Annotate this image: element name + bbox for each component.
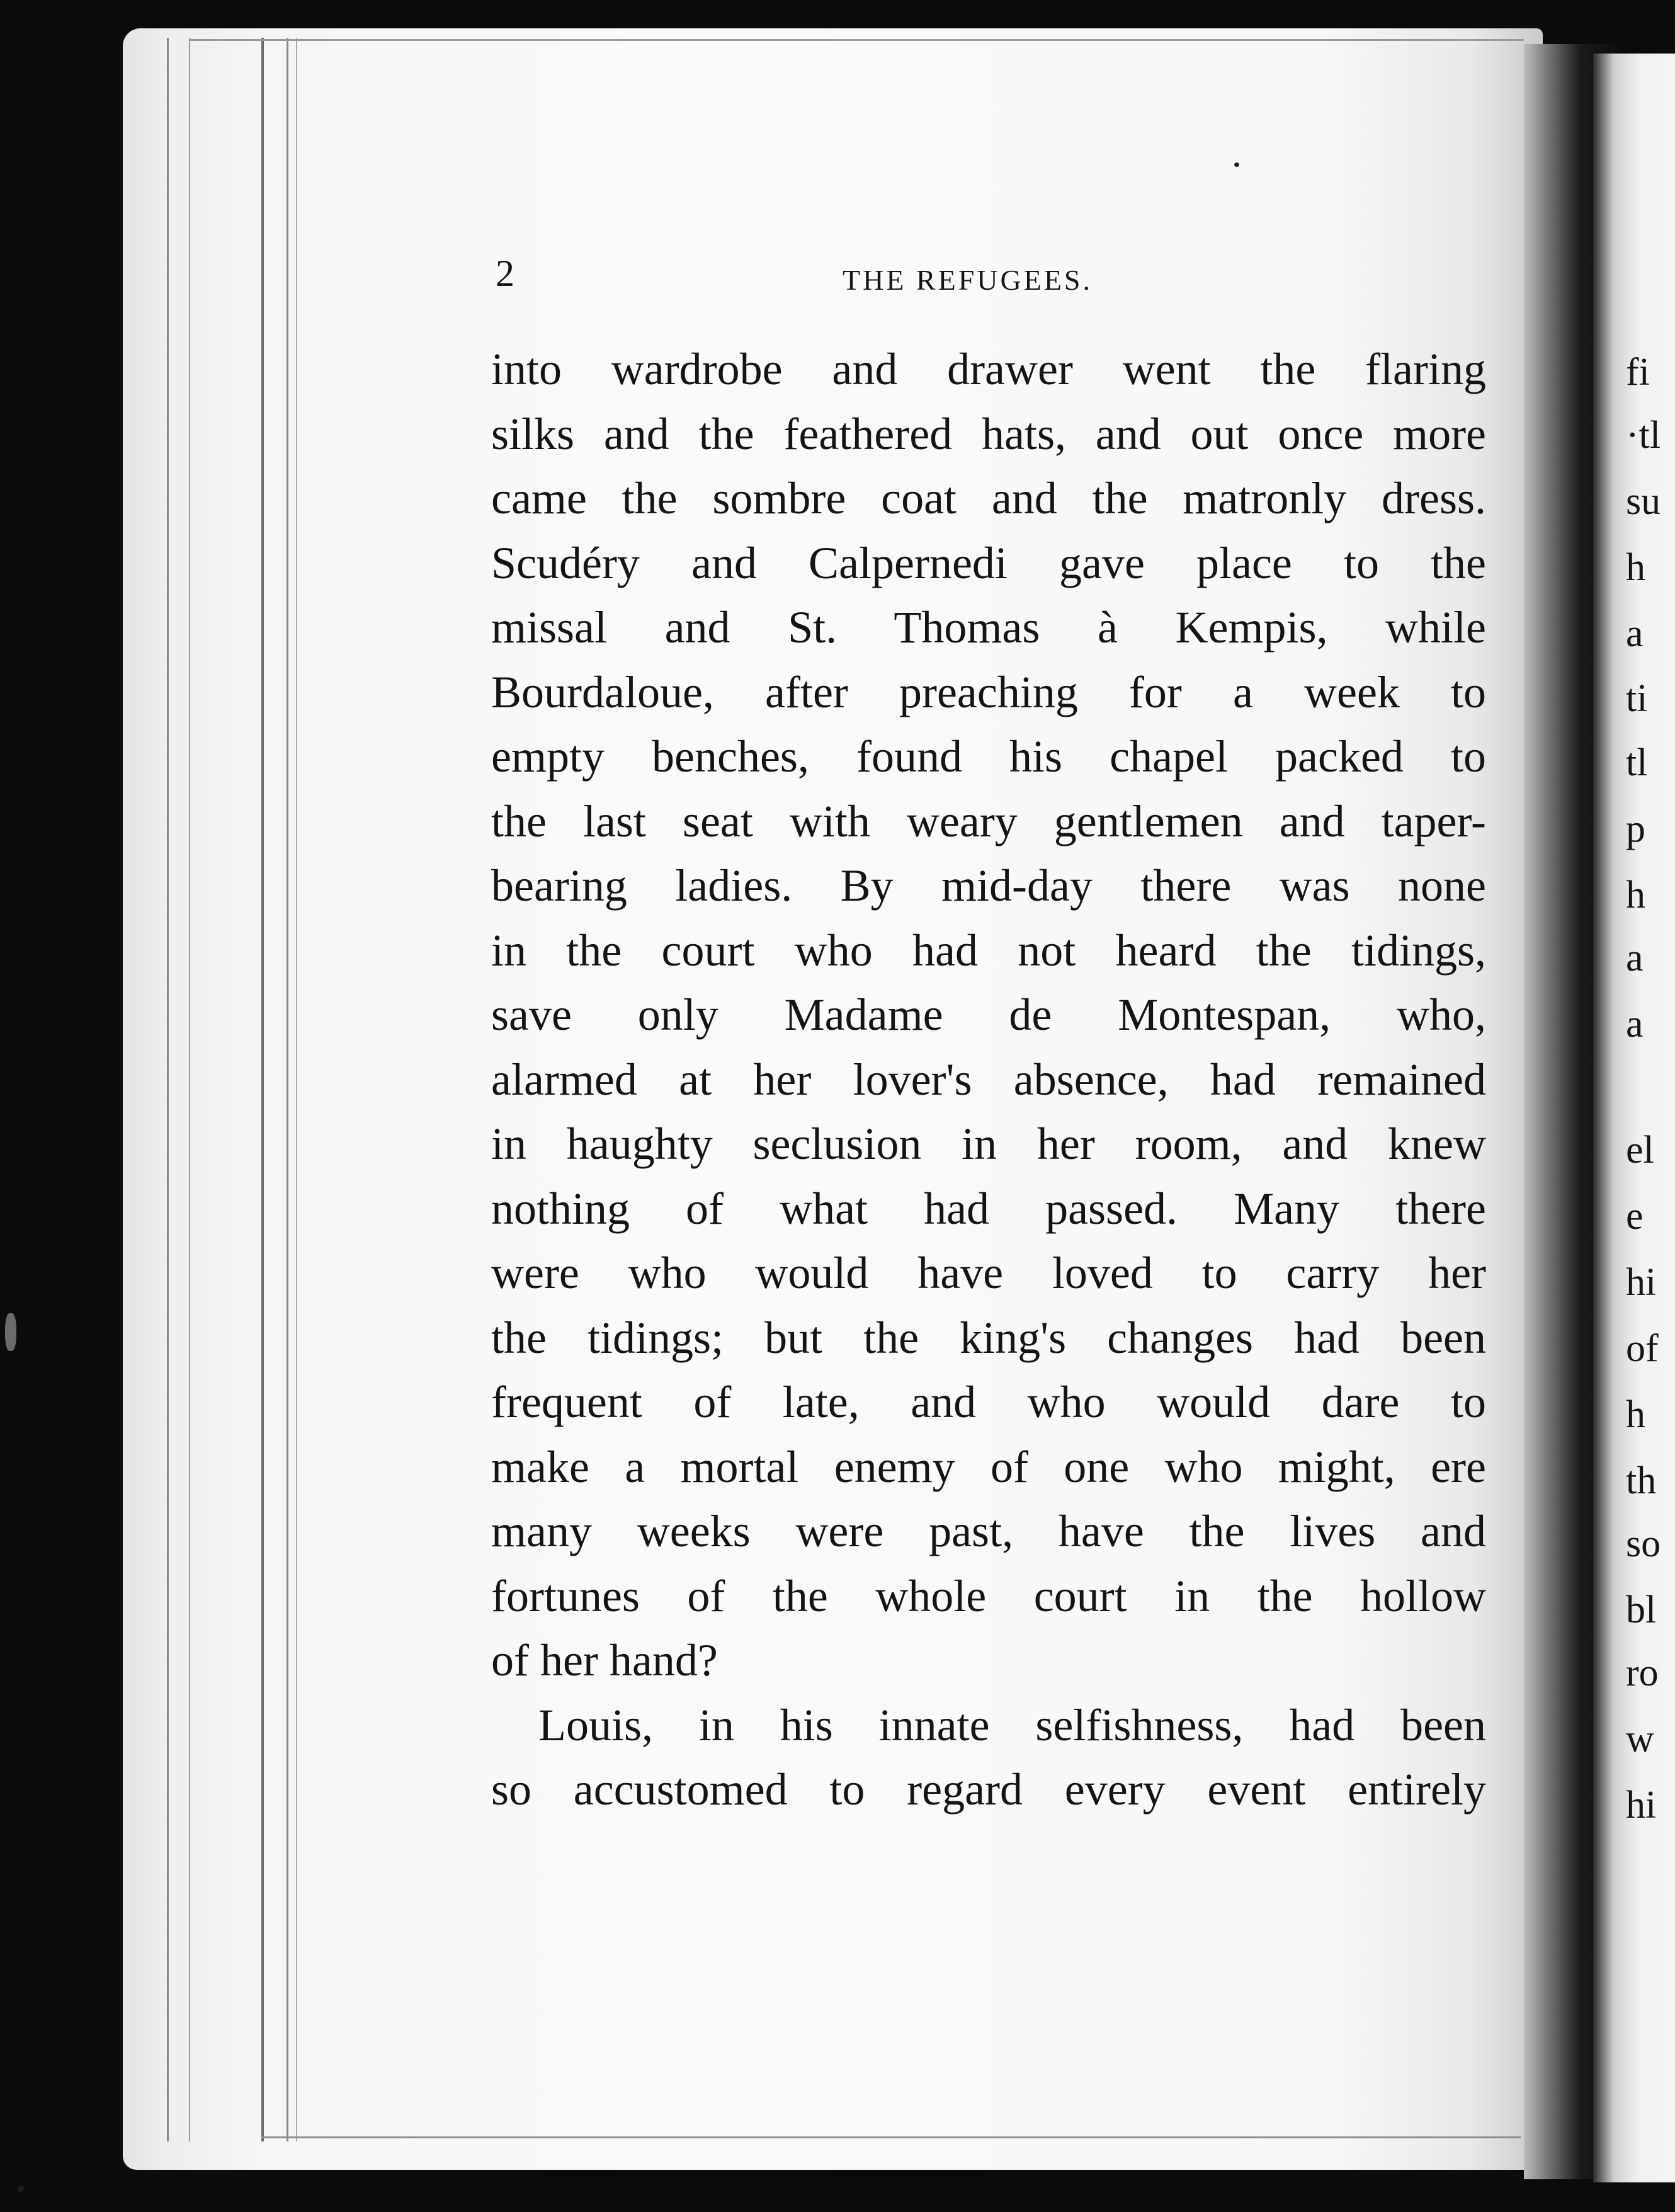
facing-page-fragment: hi (1626, 1261, 1657, 1304)
text-line: make a mortal enemy of one who might, ere (491, 1441, 1486, 1492)
text-line: were who would have loved to carry her (491, 1248, 1486, 1298)
facing-page-fragment: e (1626, 1195, 1644, 1238)
text-line: missal and St. Thomas à Kempis, while (491, 602, 1486, 653)
text-line: the last seat with weary gentlemen and taper- (491, 795, 1486, 847)
text-line: Bourdaloue, after preaching for a week to (491, 666, 1486, 717)
facing-page-fragment: hi (1626, 1784, 1657, 1827)
text-line: in the court who had not heard the tidings, (491, 925, 1486, 976)
facing-page-fragment: el (1626, 1129, 1654, 1172)
text-line: save only Madame de Montespan, who, (491, 989, 1486, 1040)
text-line: in haughty seclusion in her room, and knew (491, 1119, 1486, 1169)
facing-page-fragment: ro (1626, 1651, 1659, 1694)
page-edge-line (167, 38, 169, 2141)
facing-page-fragment: tl (1626, 741, 1648, 784)
facing-page-fragment: a (1626, 612, 1644, 655)
text-line: fortunes of the whole court in the hollow (491, 1570, 1486, 1621)
facing-page-fragment: h (1626, 1393, 1645, 1436)
text-line: the tidings; but the king's changes had been (491, 1312, 1486, 1363)
page-edge-line (287, 38, 288, 2141)
text-line: alarmed at her lover's absence, had remained (491, 1054, 1486, 1105)
scan-speck (18, 2186, 24, 2192)
text-line: came the sombre coat and the matronly dress. (491, 473, 1486, 523)
facing-page-fragment: h (1626, 546, 1645, 589)
scan-speck (5, 1313, 16, 1351)
page-edge-line (261, 38, 264, 2141)
facing-page-fragment: p (1626, 807, 1645, 850)
facing-page-fragment: so (1626, 1522, 1661, 1565)
page-top-edge (189, 39, 1524, 41)
text-line: Louis, in his innate selfishness, had been (538, 1699, 1486, 1750)
text-line: empty benches, found his chapel packed to (491, 731, 1486, 782)
scan-speck (1234, 162, 1239, 167)
text-line: nothing of what had passed. Many there (491, 1183, 1486, 1234)
facing-page-fragment: h (1626, 874, 1645, 916)
facing-page-fragment: a (1626, 1003, 1644, 1046)
facing-page-fragment: a (1626, 937, 1644, 979)
page-edge-line (189, 38, 190, 2141)
facing-page-fragment: ti (1626, 677, 1648, 720)
running-head: THE REFUGEES. (843, 264, 1093, 296)
body-text (491, 337, 1486, 1822)
facing-page-fragment: fi (1626, 351, 1650, 394)
text-line: of her hand? (491, 1635, 718, 1685)
text-line: frequent of late, and who would dare to (491, 1377, 1486, 1427)
text-line: into wardrobe and drawer went the flaring (491, 344, 1486, 394)
facing-page-fragment: of (1626, 1327, 1659, 1370)
facing-page-fragment: w (1626, 1718, 1654, 1760)
facing-page-fragment: bl (1626, 1588, 1657, 1631)
text-line: Scudéry and Calpernedi gave place to the (491, 537, 1486, 588)
page-bottom-edge (261, 2136, 1521, 2138)
text-line: silks and the feathered hats, and out once more (491, 408, 1486, 459)
page-number: 2 (496, 253, 514, 294)
facing-page-fragment: su (1626, 480, 1661, 523)
text-line: many weeks were past, have the lives and (491, 1506, 1486, 1556)
text-line: so accustomed to regard every event entirely (491, 1764, 1486, 1815)
facing-page-fragment: ·tl (1626, 414, 1661, 457)
text-line: bearing ladies. By mid-day there was none (491, 860, 1486, 911)
facing-page-fragment: th (1626, 1459, 1657, 1502)
page-edge-line (296, 38, 297, 2141)
